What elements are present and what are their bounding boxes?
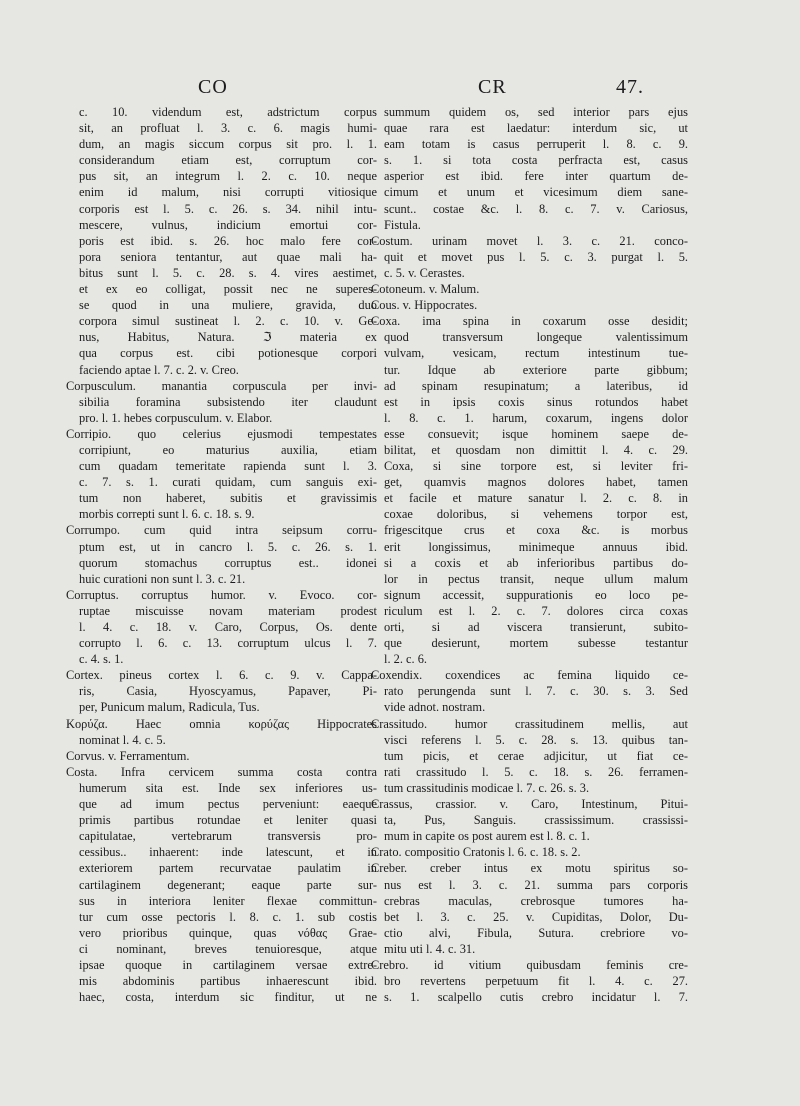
text-line: et ex eo colligat, possit nec ne superes-	[79, 282, 377, 297]
text-line: lor in pectus transit, neque ullum malum	[384, 571, 688, 586]
text-line: ci nominant, breves tenuioresque, atque	[79, 941, 377, 956]
text-line: pro. l. 1. hebes corpusculum. v. Elabor.	[79, 410, 273, 425]
text-line: orti, si ad viscera transierunt, subito-	[384, 620, 688, 634]
text-line: quod transversum longeque valentissimum	[384, 330, 688, 345]
text-line: Crassitudo. humor crassitudinem mellis, aut	[371, 716, 688, 731]
text-line: sus in interiora leniter flexae committun-	[79, 893, 377, 908]
text-line: riculum est l. 2. c. 7. dolores circa coxas	[384, 603, 688, 618]
text-line: exteriorem partem recurvatae paulatim in	[79, 861, 377, 876]
text-line: pora seniora tentantur, aut quae mali ha-	[79, 249, 377, 264]
text-line: esse consuevit; isque hominem saepe de-	[384, 426, 688, 441]
text-line: vulvam, vesicam, rectum intestinum tue-	[384, 346, 688, 361]
text-line: morbis correpti sunt l. 6. c. 18. s. 9.	[79, 507, 255, 522]
text-line: humerum sita est. Inde sex inferiores us-	[79, 780, 377, 795]
text-line: ad spinam resupinatum; a lateribus, id	[384, 378, 688, 393]
text-line: frigescitque crus et coxa &c. is morbus	[384, 523, 688, 538]
text-line: tum non haberet, subitis et gravissimis	[79, 491, 377, 506]
text-line: mescere, vulnus, indicium emortui cor-	[79, 217, 377, 232]
text-line: Corpusculum. manantia corpuscula per invi-	[66, 378, 377, 393]
text-line: tur. Idque ab exteriore parte gibbum;	[384, 362, 688, 377]
text-line: summum quidem os, sed interior pars ejus	[384, 105, 688, 119]
text-line: mum in capite os post aurem est l. 8. c. 1.	[384, 829, 590, 844]
text-line: ris, Casia, Hyoscyamus, Papaver, Pi-	[79, 684, 377, 699]
text-line: l. 4. c. 18. v. Caro, Corpus, Os. dente	[79, 620, 377, 634]
text-line: corpora simul sustineat l. 2. c. 10. v. Ge-	[79, 314, 377, 329]
text-line: Creber. creber intus ex motu spiritus so-	[371, 861, 688, 876]
text-line: huic curationi non sunt l. 3. c. 21.	[79, 571, 246, 586]
text-line: pus sit, an integrum l. 2. c. 10. neque	[79, 169, 377, 184]
text-line: dum, an magis siccum corpus sit pro. l. 1.	[79, 137, 377, 152]
text-line: nus est l. 3. c. 21. summa pars corporis	[384, 877, 688, 892]
text-line: scunt.. costae &c. l. 8. c. 7. v. Cariosus,	[384, 201, 688, 216]
text-line: c. 5. v. Cerastes.	[384, 265, 465, 280]
text-line: get, quamvis magnos dolores habet, tamen	[384, 475, 688, 490]
text-line: coxae doloribus, si vehemens torpor est,	[384, 507, 688, 522]
text-line: Fistula.	[384, 217, 421, 232]
text-line: bet l. 3. c. 25. v. Cupiditas, Dolor, Du-	[384, 909, 688, 924]
text-line: nominat l. 4. c. 5.	[79, 732, 166, 747]
text-line: Corrumpo. cum quid intra seipsum corru-	[66, 523, 377, 538]
left-column	[66, 104, 377, 1005]
text-line: visci referens l. 5. c. 28. s. 13. quibus tan-	[384, 732, 688, 747]
text-line: Cous. v. Hippocrates.	[371, 298, 478, 313]
text-line: tum crassitudinis modicae l. 7. c. 26. s. 3.	[384, 780, 590, 795]
text-line: Coxendix. coxendices ac femina liquido ce-	[371, 668, 688, 683]
text-line: vero prioribus quinque, quas νόθας Grae-	[79, 925, 377, 940]
header-left-keyword: CO	[198, 76, 228, 98]
text-line: eam totam is casus perruperit l. 8. c. 9.	[384, 137, 688, 152]
text-line: haec, costa, interdum sic finditur, ut ne	[79, 990, 377, 1005]
text-line: cartilaginem degenerant; eaque parte sur-	[79, 877, 377, 892]
text-line: et facile et mature sanatur l. 2. c. 8. in	[384, 491, 688, 506]
text-line: primis partibus rotundae et leniter quasi	[79, 813, 377, 828]
text-line: Costum. urinam movet l. 3. c. 21. conco-	[371, 233, 688, 248]
text-line: faciendo aptae l. 7. c. 2. v. Creo.	[79, 362, 239, 377]
text-line: s. 1. scalpello cutis crebro incidatur l. 7.	[384, 990, 688, 1005]
text-line: si a coxis et ab inferioribus partibus do-	[384, 555, 688, 570]
text-line: tur cum osse pectoris l. 8. c. 1. sub costis	[79, 909, 377, 924]
text-line: Crebro. id vitium quibusdam feminis cre-	[371, 957, 688, 972]
text-line: rati crassitudo l. 5. c. 18. s. 26. ferramen-	[384, 764, 688, 779]
header-right-keyword: CR	[478, 76, 507, 98]
text-line: Crato. compositio Cratonis l. 6. c. 18. s. 2.	[371, 845, 581, 860]
text-line: capitulatae, vertebrarum transversis pro-	[79, 829, 377, 844]
text-line: rato perungenda sunt l. 7. c. 30. s. 3. Sed	[384, 684, 688, 699]
text-line: corrupto l. 6. c. 13. corruptum ulcus l. 7.	[79, 636, 377, 651]
text-line: Corruptus. corruptus humor. v. Evoco. cor-	[66, 587, 377, 602]
text-line: bro revertens perpetuum fit l. 4. c. 27.	[384, 974, 688, 989]
text-line: l. 2. c. 6.	[384, 652, 428, 667]
text-line: Κορύζα. Haec omnia κορύζας Hippocrates	[66, 716, 377, 731]
text-line: ptum est, ut in cancro l. 5. c. 26. s. 1.	[79, 539, 377, 554]
text-line: corripiunt, eo maturius auxilia, etiam	[79, 442, 377, 457]
text-line: Corripio. quo celerius ejusmodi tempestates	[66, 426, 377, 441]
text-line: que ad imum pectus perveniunt: eaeque	[79, 797, 377, 812]
text-line: cessibus.. inhaerent: inde latescunt, et in	[79, 845, 377, 860]
text-line: asperior est ibid. fere inter quartum de-	[384, 169, 688, 184]
text-line: bitus sunt l. 5. c. 28. s. 4. vires aestimet,	[79, 265, 377, 280]
text-line: se quod in una muliere, gravida, duo	[79, 298, 377, 313]
text-line: c. 4. s. 1.	[79, 652, 124, 667]
text-line: ipsae quoque in cartilaginem versae extre-	[79, 957, 377, 972]
page-number: 47.	[616, 76, 644, 98]
text-line: Coxa. ima spina in coxarum osse desidit;	[371, 314, 688, 329]
text-line: sibilia foramina subsistendo iter claudunt	[79, 394, 377, 409]
text-line: crebras maculas, crebrosque tumores ha-	[384, 893, 688, 908]
text-line: Costa. Infra cervicem summa costa contra	[66, 764, 377, 779]
text-line: tum picis, et cerae adjicitur, ut fiat ce-	[384, 748, 688, 763]
text-line: s. 1. si tota costa perfracta est, casus	[384, 153, 688, 168]
text-line: cimum et unum et vicesimum diem sane-	[384, 185, 688, 200]
text-line: Crassus, crassior. v. Caro, Intestinum, Pitui-	[371, 797, 688, 812]
text-line: quorum stomachus corruptus est.. idonei	[79, 555, 377, 570]
text-line: ta, Pus, Sanguis. crassissimum. crassissi-	[384, 813, 688, 828]
text-line: c. 7. s. 1. curati quidam, cum sanguis exi-	[79, 475, 377, 490]
text-line: vide adnot. nostram.	[384, 700, 486, 715]
text-line: Cortex. pineus cortex l. 6. c. 9. v. Cappa-	[66, 668, 377, 683]
text-line: est in ipsis coxis sinus rotundos habet	[384, 394, 688, 409]
text-line: mis abdominis partibus inhaerescunt ibid.	[79, 974, 377, 989]
right-column	[371, 104, 688, 1005]
text-line: enim id malum, nisi corrupti vitiosique	[79, 185, 377, 200]
text-line: ctio alvi, Fibula, Sutura. crebriore vo-	[384, 925, 688, 940]
text-line: l. 8. c. 1. harum, coxarum, ingens dolor	[384, 410, 688, 425]
text-line: considerandum etiam est, corruptum cor-	[79, 153, 377, 168]
text-line: sit, an profluat l. 3. c. 6. magis humi-	[79, 121, 377, 136]
text-line: ruptae miscuisse novam materiam prodest	[79, 603, 377, 618]
text-line: nus, Habitus, Natura. ℑ materia ex	[79, 330, 377, 345]
text-line: quit et movet pus l. 5. c. 3. purgat l. 5.	[384, 249, 688, 264]
text-line: corporis est l. 5. c. 26. s. 34. nihil intu-	[79, 201, 377, 216]
text-line: quae rara est laedatur: interdum sic, ut	[384, 121, 688, 136]
text-line: que desierunt, mortem subesse testantur	[384, 636, 688, 651]
text-line: Coxa, si sine torpore est, si leviter fri-	[384, 459, 688, 474]
text-line: Cotoneum. v. Malum.	[371, 282, 480, 297]
text-line: erit longissimus, minimeque annuus ibid.	[384, 539, 688, 554]
text-line: per, Punicum malum, Radicula, Tus.	[79, 700, 260, 715]
text-line: bilitat, et quosdam non dimittit l. 4. c. 29.	[384, 442, 688, 457]
text-line: cum quadam temeritate rapienda sunt l. 3.	[79, 459, 377, 474]
text-line: Corvus. v. Ferramentum.	[66, 748, 190, 763]
text-line: poris est ibid. s. 26. hoc malo fere cor-	[79, 233, 377, 248]
text-line: mitu uti l. 4. c. 31.	[384, 941, 476, 956]
text-line: signum accessit, suppurationis eo loco pe-	[384, 587, 688, 602]
text-line: c. 10. videndum est, adstrictum corpus	[79, 105, 377, 119]
text-line: qua corpus est. cibi potionesque corpori	[79, 346, 377, 361]
